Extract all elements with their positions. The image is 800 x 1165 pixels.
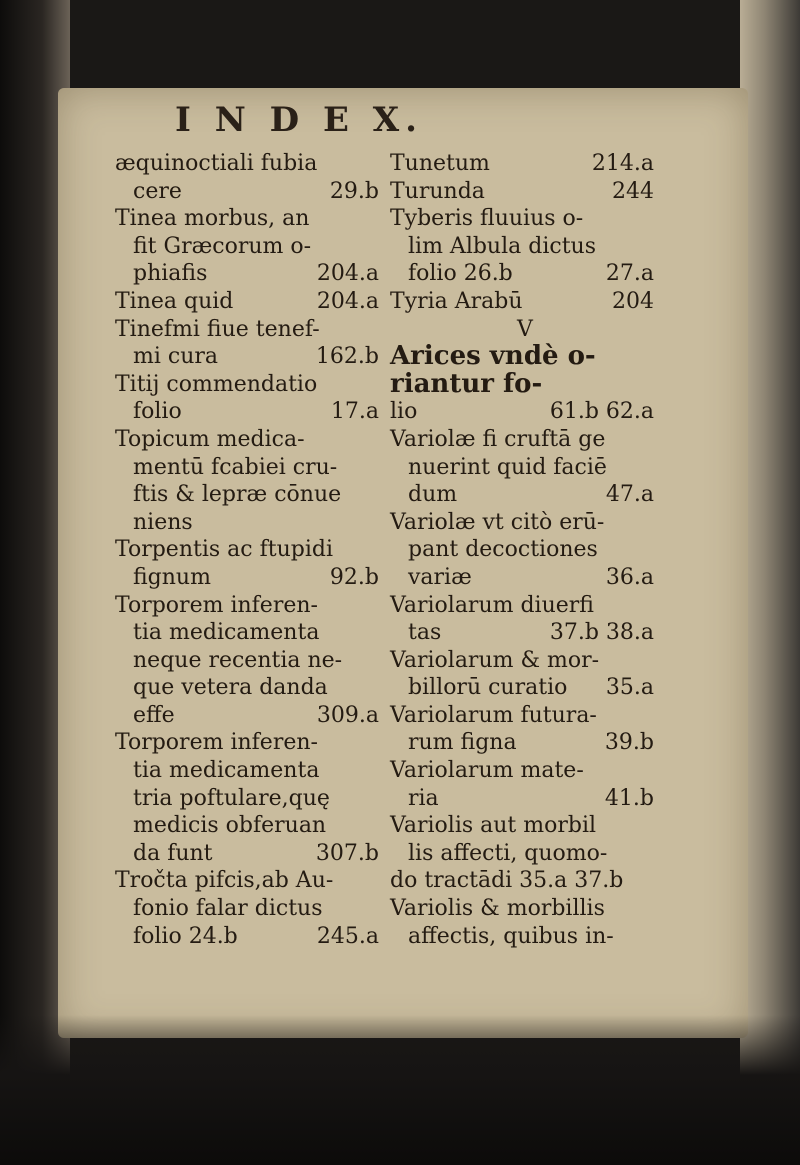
index-entry (390, 564, 660, 592)
index-entry-text: Tyria Arabū (390, 288, 523, 314)
index-entry (115, 205, 385, 233)
index-entry-text: nuerint quid faciē (408, 454, 607, 480)
index-entry-text: pant decoctiones (408, 537, 598, 563)
index-entry (390, 674, 660, 702)
index-entry-text: Variolis aut morbil (390, 813, 597, 839)
folio-reference: 162.b (315, 344, 379, 370)
index-entry (390, 757, 660, 785)
index-entry (390, 923, 660, 951)
index-entry-text: tia medicamenta (133, 758, 320, 784)
index-entry (390, 178, 660, 206)
index-entry-text: Variolæ fi cruftā ge (390, 426, 606, 452)
index-entry (390, 233, 660, 261)
index-entry-text: Torporem inferen- (115, 730, 318, 756)
index-entry (390, 454, 660, 482)
index-entry-text: effe (133, 702, 175, 728)
index-entry (390, 288, 660, 316)
index-entry (115, 757, 385, 785)
index-entry (115, 647, 385, 675)
index-entry (115, 426, 385, 454)
index-entry-text: tia medicamenta (133, 620, 320, 646)
page-edge-stack (740, 0, 800, 1165)
folio-reference: 27.a (605, 261, 654, 287)
section-letter (390, 316, 660, 344)
index-entry (390, 702, 660, 730)
folio-reference: 37.b 38.a (549, 620, 654, 646)
folio-reference: 204 (612, 288, 654, 314)
index-entry (115, 674, 385, 702)
folio-reference: 92.b (329, 564, 379, 590)
index-entry (390, 481, 660, 509)
index-entry (115, 481, 385, 509)
index-entry-text: medicis obferuan (133, 813, 327, 839)
index-entry (115, 178, 385, 206)
index-entry (115, 592, 385, 620)
index-entry (390, 729, 660, 757)
index-entry (115, 371, 385, 399)
index-entry (390, 785, 660, 813)
folio-reference: 204.a (316, 288, 379, 314)
index-entry-text: V (517, 316, 533, 342)
folio-reference: 244 (612, 178, 654, 204)
index-entry (390, 368, 660, 399)
index-column-right (390, 150, 660, 950)
index-entry (390, 398, 660, 426)
index-entry (115, 785, 385, 813)
index-entry-text: folio 24.b (133, 923, 238, 949)
index-entry-text: lis affecti, quomo- (408, 840, 608, 866)
index-entry (115, 398, 385, 426)
index-column-left (115, 150, 385, 950)
index-entry-text: mentū fcabiei cru- (133, 454, 338, 480)
index-entry (115, 343, 385, 371)
index-entry (115, 702, 385, 730)
index-entry-text: cere (133, 178, 182, 204)
index-entry-text: variæ (408, 564, 472, 590)
index-entry-text: mi cura (133, 344, 219, 370)
folio-reference: 41.b (604, 785, 654, 811)
index-entry-text: phiafis (133, 261, 208, 287)
folio-reference: 61.b 62.a (549, 399, 654, 425)
bottom-shadow (0, 1015, 800, 1165)
index-entry (390, 260, 660, 288)
index-entry (115, 233, 385, 261)
index-entry-text: tria poftulare,quę (133, 785, 330, 811)
index-entry-text: Topicum medica- (115, 426, 305, 452)
index-entry-text: Variolis & morbillis (390, 896, 605, 922)
folio-reference: 245.a (316, 923, 379, 949)
folio-reference: 29.b (329, 178, 379, 204)
index-entry (115, 509, 385, 537)
index-entry-text: folio (133, 399, 182, 425)
index-entry (390, 150, 660, 178)
index-entry (115, 564, 385, 592)
index-entry-text: Titij commendatio (115, 371, 318, 397)
index-entry (115, 619, 385, 647)
index-entry (390, 812, 660, 840)
index-entry (115, 260, 385, 288)
index-entry (390, 867, 660, 895)
folio-reference: 307.b (315, 840, 379, 866)
folio-reference: 39.b (604, 730, 654, 756)
index-entry (390, 647, 660, 675)
index-entry-text: fignum (133, 564, 211, 590)
index-entry (115, 923, 385, 951)
folio-reference: 17.a (330, 399, 379, 425)
index-entry (390, 426, 660, 454)
index-entry-text: Tinea morbus, an (115, 206, 310, 232)
index-entry-text: ftis & lepræ cōnue (133, 482, 342, 508)
index-entry (390, 205, 660, 233)
index-entry (115, 812, 385, 840)
index-entry (115, 867, 385, 895)
index-entry (390, 895, 660, 923)
index-entry-text: Tyberis fluuius o- (390, 206, 584, 232)
index-entry-text: do tractādi 35.a 37.b (390, 868, 624, 894)
index-entry (115, 840, 385, 868)
index-entry (115, 316, 385, 344)
index-entry-text: niens (133, 509, 193, 535)
index-entry (390, 509, 660, 537)
index-entry (115, 895, 385, 923)
index-entry-text: billorū curatio (408, 675, 568, 701)
index-entry-text: lio (390, 399, 418, 425)
index-entry-text: que vetera danda (133, 675, 328, 701)
index-entry-text: dum (408, 482, 458, 508)
folio-reference: 35.a (605, 675, 654, 701)
folio-reference: 309.a (316, 702, 379, 728)
index-entry-text: Variolarum mate- (390, 758, 584, 784)
index-entry-text: Tunetum (390, 151, 490, 176)
index-entry-text: Tinea quid (115, 288, 234, 314)
index-entry-text: Variolarum & mor- (390, 647, 600, 673)
index-entry (115, 288, 385, 316)
index-entry-text: neque recentia ne- (133, 647, 343, 673)
index-entry (115, 729, 385, 757)
index-entry (390, 592, 660, 620)
index-entry-text: Torpentis ac ftupidi (115, 537, 333, 563)
index-entry-text: riantur fo- (390, 368, 543, 399)
index-entry (115, 150, 385, 178)
index-entry-text: tas (408, 620, 442, 646)
index-entry-text: Tročta pifcis,ab Au- (115, 868, 334, 894)
index-entry-text: lim Albula dictus (408, 233, 596, 259)
index-entry (390, 536, 660, 564)
index-entry (115, 536, 385, 564)
index-entry-text: Tinefmi fiue tenef- (115, 316, 320, 342)
index-entry (390, 619, 660, 647)
index-entry-text: Turunda (390, 178, 485, 204)
index-entry-text: fit Græcorum o- (133, 233, 312, 259)
folio-reference: 36.a (605, 564, 654, 590)
index-entry-text: ria (408, 785, 439, 811)
index-entry-text: affectis, quibus in- (408, 923, 614, 949)
index-entry-text: Variolarum diuerfi (390, 592, 594, 618)
index-entry-text: fonio falar dictus (133, 896, 323, 922)
index-entry-text: Variolæ vt citò erū- (390, 509, 605, 535)
page-title: I N D E X. (175, 100, 423, 140)
index-entry (115, 454, 385, 482)
index-entry-text: rum figna (408, 730, 517, 756)
index-entry-text: æquinoctiali fubia (115, 151, 318, 176)
index-entry (390, 840, 660, 868)
index-entry (390, 343, 660, 371)
index-entry-text: Torporem inferen- (115, 592, 318, 618)
index-entry-text: folio 26.b (408, 261, 513, 287)
index-entry-text: Variolarum futura- (390, 702, 597, 728)
folio-reference: 204.a (316, 261, 379, 287)
folio-reference: 214.a (591, 151, 654, 176)
folio-reference: 47.a (605, 482, 654, 508)
index-entry-text: Arices vndè o- (390, 341, 596, 372)
index-entry-text: da funt (133, 840, 213, 866)
